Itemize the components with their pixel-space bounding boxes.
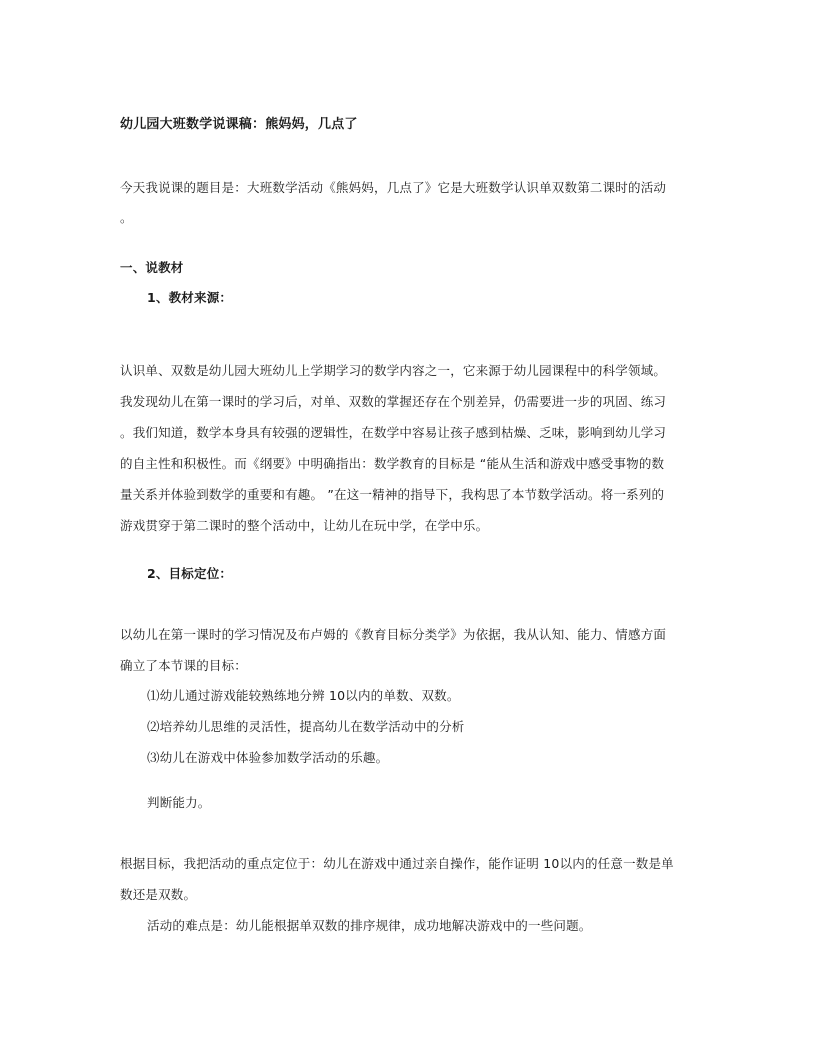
goal-continuation: 判断能力。 bbox=[147, 795, 211, 810]
paragraph-line: 量关系并体验到数学的重要和有趣。 ”在这一精神的指导下，我构思了本节数学活动。将一系列的 bbox=[120, 487, 665, 502]
document-title: 幼儿园大班数学说课稿：熊妈妈，几点了 bbox=[120, 117, 358, 132]
section-heading-1: 一、说教材 bbox=[120, 260, 184, 275]
subsection-heading-2: 2、目标定位： bbox=[147, 566, 233, 581]
paragraph-line: 认识单、双数是幼儿园大班幼儿上学期学习的数学内容之一，它来源于幼儿园课程中的科学领域。 bbox=[120, 363, 667, 378]
difficulty-line: 活动的难点是：幼儿能根据单双数的排序规律，成功地解决游戏中的一些问题。 bbox=[147, 918, 592, 933]
intro-line-2: 。 bbox=[120, 210, 133, 225]
goal-item: ⑴幼儿通过游戏能较熟练地分辨 10以内的单数、双数。 bbox=[147, 688, 460, 703]
paragraph-line: 根据目标，我把活动的重点定位于：幼儿在游戏中通过亲自操作，能作证明 10以内的任意一数是单 bbox=[120, 856, 674, 871]
intro-line-1: 今天我说课的题目是：大班数学活动《熊妈妈，几点了》它是大班数学认识单双数第二课时的活动 bbox=[120, 180, 667, 195]
paragraph-line: 游戏贯穿于第二课时的整个活动中，让幼儿在玩中学，在学中乐。 bbox=[120, 518, 489, 533]
paragraph-line: 我发现幼儿在第一课时的学习后，对单、双数的掌握还存在个别差异，仍需要进一步的巩固、练习 bbox=[120, 394, 667, 409]
paragraph-line: 数还是双数。 bbox=[120, 887, 197, 902]
paragraph-line: 。我们知道，数学本身具有较强的逻辑性，在数学中容易让孩子感到枯燥、乏味，影响到幼儿学习 bbox=[120, 425, 667, 440]
goal-item: ⑶幼儿在游戏中体验参加数学活动的乐趣。 bbox=[147, 750, 389, 765]
paragraph-line: 的自主性和积极性。而《纲要》中明确指出：数学教育的目标是 “能从生活和游戏中感受事物的数 bbox=[120, 456, 665, 471]
paragraph-line: 确立了本节课的目标： bbox=[120, 658, 248, 673]
subsection-heading-1: 1、教材来源： bbox=[147, 290, 233, 305]
paragraph-line: 以幼儿在第一课时的学习情况及布卢姆的《教育目标分类学》为依据，我从认知、能力、情感方面 bbox=[120, 627, 667, 642]
goal-item: ⑵培养幼儿思维的灵活性，提高幼儿在数学活动中的分析 bbox=[147, 719, 465, 734]
